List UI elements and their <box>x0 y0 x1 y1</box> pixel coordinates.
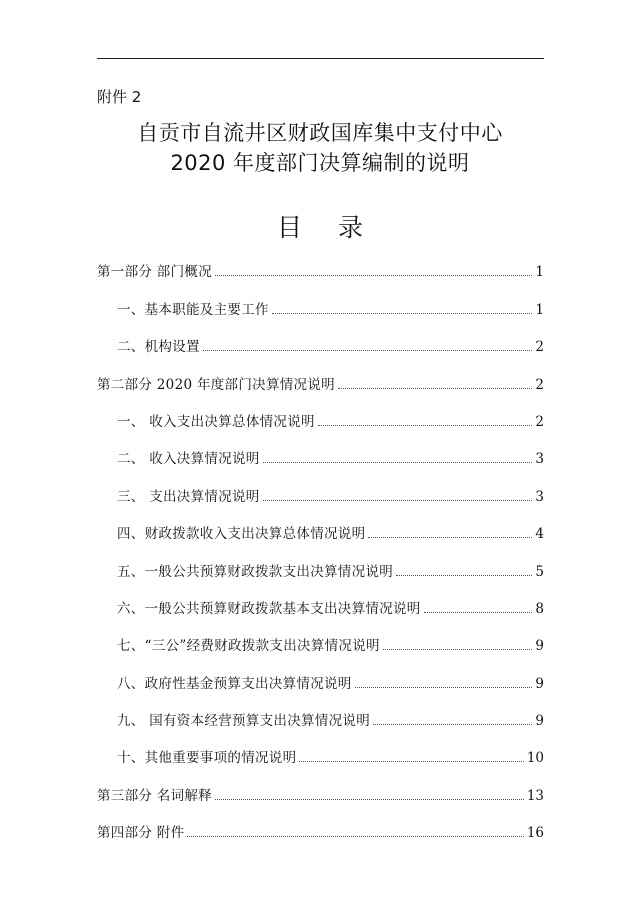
toc-entry-page: 1 <box>535 264 544 281</box>
toc-leader-dots <box>272 313 533 314</box>
toc-entry-label: 第四部分 附件 <box>97 825 185 842</box>
toc-entry-label: 二、机构设置 <box>117 339 200 356</box>
toc-entry-label: 第二部分 2020 年度部门决算情况说明 <box>97 376 335 393</box>
toc-entry[interactable] <box>97 551 544 588</box>
toc-entry-label: 一、 收入支出决算总体情况说明 <box>117 413 315 430</box>
toc-entry[interactable] <box>97 439 544 476</box>
toc-entry[interactable] <box>97 327 544 364</box>
toc-leader-dots <box>355 687 533 688</box>
toc-entry-page: 10 <box>526 750 544 767</box>
toc-entry-page: 13 <box>526 787 544 804</box>
toc-entry-page: 9 <box>535 638 544 655</box>
toc-entry-label: 一、基本职能及主要工作 <box>117 301 269 318</box>
toc-entry-label: 三、 支出决算情况说明 <box>117 488 260 505</box>
toc-entry-page: 16 <box>526 825 544 842</box>
toc-entry[interactable] <box>97 663 544 700</box>
toc-leader-dots <box>263 500 533 501</box>
toc-leader-dots <box>318 425 533 426</box>
toc-entry-label: 八、政府性基金预算支出决算情况说明 <box>117 675 352 692</box>
toc-entry-page: 8 <box>535 600 544 617</box>
toc-leader-dots <box>215 799 524 800</box>
toc-entry-page: 2 <box>535 413 544 430</box>
toc-leader-dots <box>263 462 533 463</box>
toc-entry-label: 五、一般公共预算财政拨款支出决算情况说明 <box>117 563 393 580</box>
toc-entry-page: 4 <box>535 526 544 543</box>
toc-leader-dots <box>299 761 523 762</box>
toc-entry[interactable] <box>97 775 544 812</box>
toc-entry-label: 七、“三公”经费财政拨款支出决算情况说明 <box>117 638 380 655</box>
toc-entry-page: 9 <box>535 675 544 692</box>
toc-leader-dots <box>373 724 532 725</box>
toc-leader-dots <box>424 612 533 613</box>
toc-leader-dots <box>396 575 532 576</box>
toc-entry-page: 3 <box>535 488 544 505</box>
toc-entry-label: 九、 国有资本经营预算支出决算情况说明 <box>117 713 370 730</box>
toc-entry[interactable] <box>97 514 544 551</box>
toc-entry[interactable] <box>97 364 544 401</box>
toc-entry[interactable] <box>97 402 544 439</box>
header-rule <box>97 58 544 59</box>
document-title-line1: 自贡市自流井区财政国库集中支付中心 <box>137 121 503 145</box>
toc-heading: 目 录 <box>277 213 377 242</box>
toc-entry-label: 四、财政拨款收入支出决算总体情况说明 <box>117 526 366 543</box>
toc-entry-page: 1 <box>535 301 544 318</box>
toc-leader-dots <box>383 649 533 650</box>
toc-entry-page: 3 <box>535 451 544 468</box>
toc-entry-label: 第三部分 名词解释 <box>97 787 212 804</box>
toc-entry-page: 5 <box>535 563 544 580</box>
toc-entry[interactable] <box>97 289 544 326</box>
toc-entry[interactable] <box>97 476 544 513</box>
toc-leader-dots <box>368 537 532 538</box>
document-title-line2: 2020 年度部门决算编制的说明 <box>170 151 470 175</box>
toc-entry[interactable] <box>97 252 544 289</box>
toc-entry-page: 9 <box>535 713 544 730</box>
toc-entry-label: 六、一般公共预算财政拨款基本支出决算情况说明 <box>117 600 421 617</box>
toc-entry[interactable] <box>97 701 544 738</box>
toc-entry-label: 十、其他重要事项的情况说明 <box>117 750 297 767</box>
toc-entry-label: 二、 收入决算情况说明 <box>117 451 260 468</box>
toc-entry[interactable] <box>97 813 544 850</box>
attachment-label: 附件 2 <box>97 88 142 106</box>
toc-leader-dots <box>187 836 523 837</box>
toc-leader-dots <box>215 275 532 276</box>
toc-entry-page: 2 <box>535 376 544 393</box>
toc-leader-dots <box>203 350 533 351</box>
toc-leader-dots <box>338 388 532 389</box>
table-of-contents <box>97 252 544 850</box>
toc-entry[interactable] <box>97 738 544 775</box>
toc-entry-page: 2 <box>535 339 544 356</box>
toc-entry-label: 第一部分 部门概况 <box>97 264 212 281</box>
toc-entry[interactable] <box>97 589 544 626</box>
toc-entry[interactable] <box>97 626 544 663</box>
